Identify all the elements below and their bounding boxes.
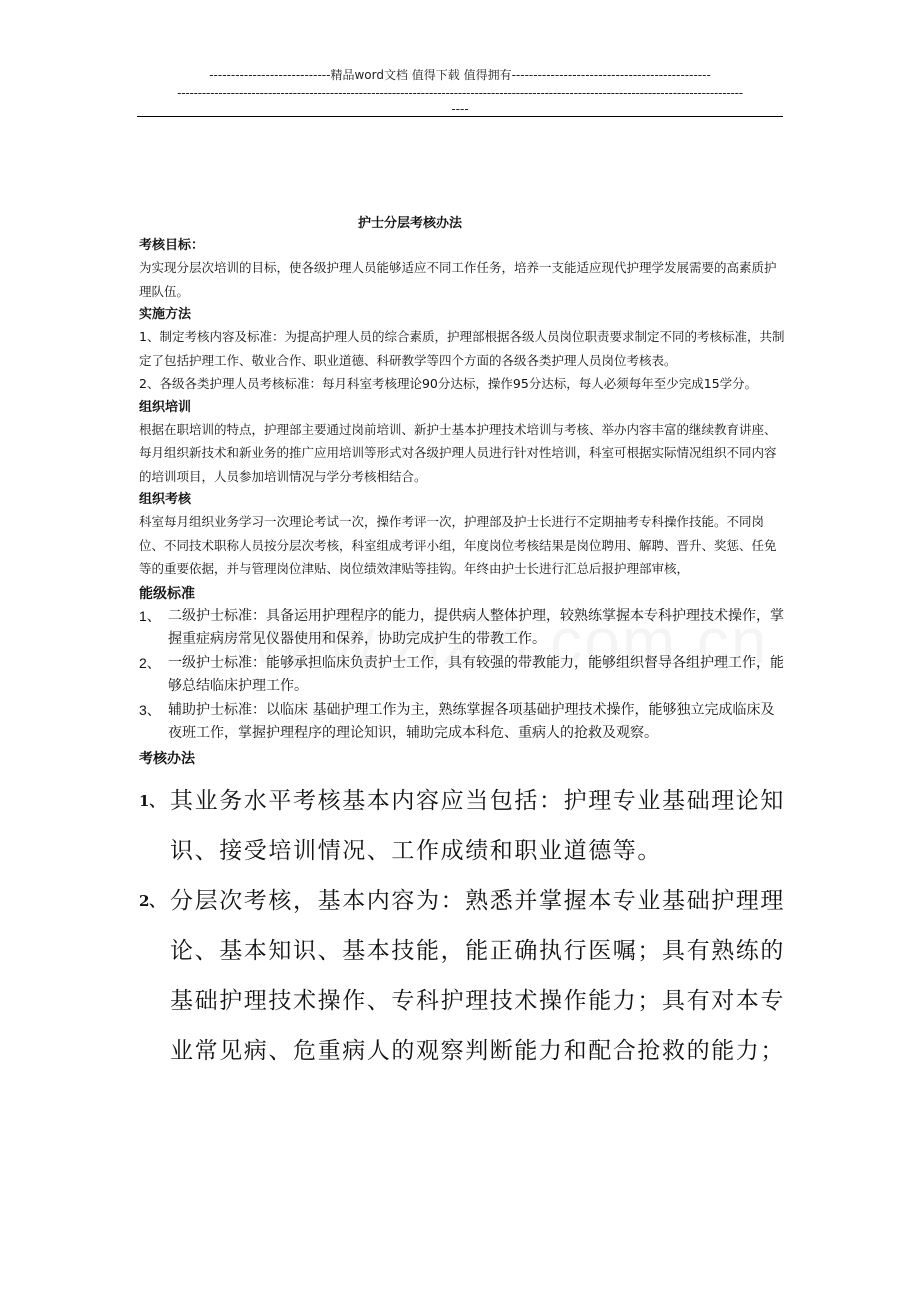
level-item bbox=[139, 605, 785, 652]
training-heading: 组织培训 bbox=[139, 399, 192, 415]
level-item-text: 辅助护士标准：以临床 基础护理工作为主，熟练掌握各项基础护理技术操作，能够独立完成临床及夜班工作，掌握护理程序的理论知识，辅助完成本科危、重病人的抢救及观察。 bbox=[168, 701, 775, 741]
level-heading: 能级标准 bbox=[139, 585, 195, 602]
level-list bbox=[139, 605, 785, 746]
header-line-2: ----------------------------------------------------------------------------------------------------------------------------------------- bbox=[177, 86, 743, 100]
method-item-2: 2、各级各类护理人员考核标准：每月科室考核理论90分达标，操作95分达标，每人必须每年至少完成15学分。 bbox=[139, 376, 758, 391]
level-item-number: 2、 bbox=[139, 654, 161, 671]
assess-item bbox=[139, 776, 785, 876]
exam-text: 科室每月组织业务学习一次理论考试一次，操作考评一次，护理部及护士长进行不定期抽考专科操作技能。不同岗位、不同技术职称人员按分层次考核，科室组成考评小组，年度岗位考核结果是岗位聘用、解聘、晋升、奖惩、任免等的重要依据，并与管理岗位津贴、岗位绩效津贴等挂钩。年终由护士长进行汇总后报护理部审核， bbox=[139, 514, 777, 576]
assess-heading: 考核办法 bbox=[139, 750, 195, 767]
assess-item-text: 分层次考核，基本内容为：熟悉并掌握本专业基础护理理论、基本知识、基本技能，能正确执行医嘱；具有熟练的基础护理技术操作、专科护理技术操作能力；具有对本专业常见病、危重病人的观察判断能力和配合抢救的能力； bbox=[170, 887, 785, 1064]
goal-text: 为实现分层次培训的目标，使各级护理人员能够适应不同工作任务，培养一支能适应现代护理学发展需要的高素质护理队伍。 bbox=[139, 260, 777, 299]
level-item-number: 1、 bbox=[139, 607, 161, 624]
assess-item-number: 2、 bbox=[139, 891, 165, 910]
exam-heading: 组织考核 bbox=[139, 492, 192, 507]
assess-item bbox=[139, 876, 785, 1076]
goal-heading: 考核目标： bbox=[139, 238, 205, 253]
level-item bbox=[139, 652, 785, 699]
assess-list bbox=[139, 776, 785, 1076]
header-line-1: ----------------------------精品word文档 值得下载 值得拥有---------------------------------------------- bbox=[209, 68, 711, 82]
header-rule bbox=[137, 116, 783, 117]
assess-item-text: 其业务水平考核基本内容应当包括：护理专业基础理论知识、接受培训情况、工作成绩和职业道德等。 bbox=[170, 787, 785, 864]
level-item-text: 二级护士标准：具备运用护理程序的能力，提供病人整体护理，较熟练掌握本专科护理技术操作，掌握重症病房常见仪器使用和保养，协助完成护生的带教工作。 bbox=[168, 607, 784, 647]
training-text: 根据在职培训的特点，护理部主要通过岗前培训、新护士基本护理技术培训与考核、举办内容丰富的继续教育讲座、每月组织新技术和新业务的推广应用培训等形式对各级护理人员进行针对性培训，科室可根据实际情况组织不同内容的培训项目，人员参加培训情况与学分考核相结合。 bbox=[139, 421, 777, 484]
assess-item-number: 1、 bbox=[139, 791, 165, 810]
level-item-text: 一级护士标准：能够承担临床负责护士工作，具有较强的带教能力，能够组织督导各组护理工作，能够总结临床护理工作。 bbox=[168, 654, 784, 694]
level-item-number: 3、 bbox=[139, 701, 161, 718]
level-item bbox=[139, 699, 785, 746]
document-body bbox=[139, 236, 785, 1076]
method-item-1: 1、制定考核内容及标准：为提高护理人员的综合素质，护理部根据各级人员岗位职责要求制定不同的考核标准，共制定了包括护理工作、敬业合作、职业道德、科研教学等四个方面的各级各类护理人员岗位考核表。 bbox=[139, 329, 785, 368]
header-line-3: ---- bbox=[451, 102, 469, 116]
method-heading: 实施方法 bbox=[139, 307, 192, 322]
document-title: 护士分层考核办法 bbox=[357, 216, 462, 231]
